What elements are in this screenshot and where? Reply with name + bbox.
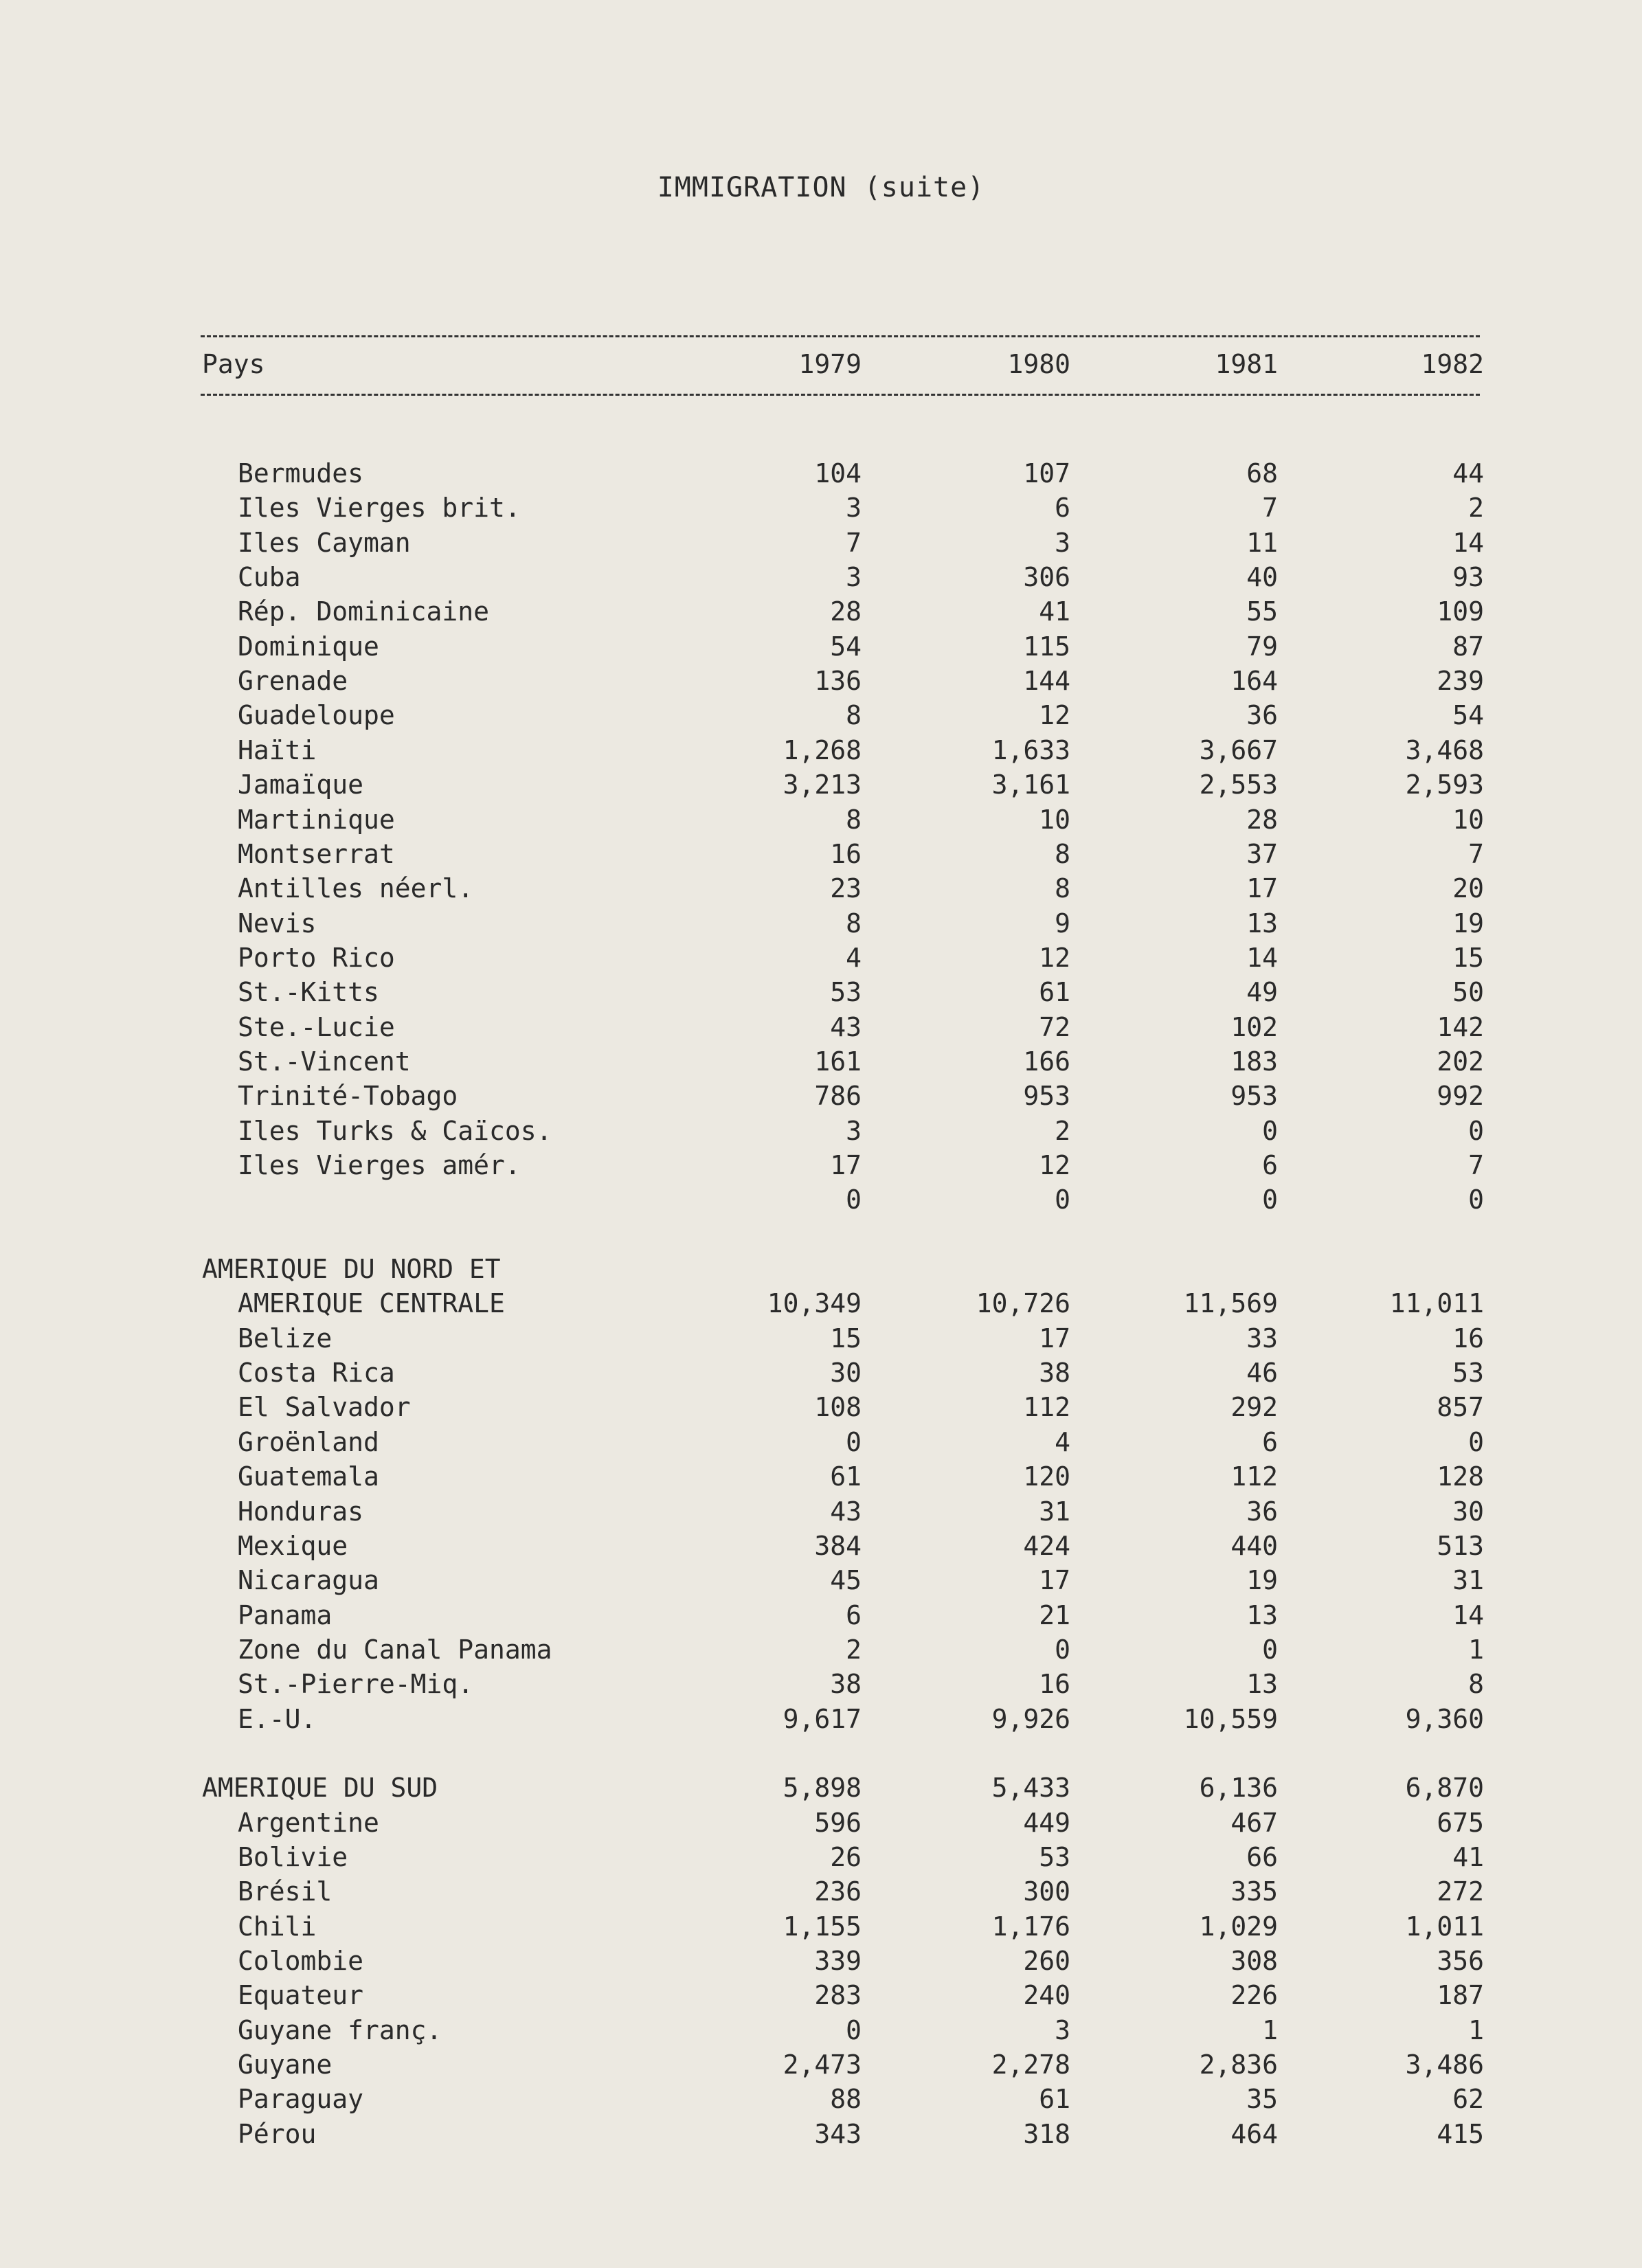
header-top-rule <box>201 335 1480 337</box>
value-cell: 10 <box>1452 805 1484 835</box>
value-cell: 0 <box>1262 1635 1278 1665</box>
value-cell: 1,029 <box>1199 1911 1278 1942</box>
value-cell: 7 <box>1468 1150 1484 1180</box>
value-cell: 8 <box>846 908 862 939</box>
value-cell: 10,726 <box>976 1288 1070 1318</box>
value-cell: 9 <box>1055 908 1070 939</box>
value-cell: 19 <box>1246 1565 1278 1595</box>
header-1981: 1981 <box>1215 349 1278 379</box>
table-row <box>0 1425 1642 1459</box>
value-cell: 9,617 <box>783 1704 862 1734</box>
country-name: Dominique <box>238 631 379 662</box>
value-cell: 0 <box>1262 1116 1278 1146</box>
country-name: Iles Turks & Caïcos. <box>238 1116 552 1146</box>
country-name: Iles Vierges amér. <box>238 1150 521 1180</box>
header-bottom-rule <box>201 394 1480 396</box>
value-cell: 53 <box>1452 1358 1484 1388</box>
table-row <box>0 941 1642 975</box>
value-cell: 857 <box>1437 1392 1484 1422</box>
country-name: Costa Rica <box>238 1358 395 1388</box>
table-row <box>0 1079 1642 1113</box>
value-cell: 14 <box>1452 528 1484 558</box>
country-name: Honduras <box>238 1496 364 1527</box>
country-name: St.-Vincent <box>238 1046 411 1077</box>
value-cell: 0 <box>1262 1184 1278 1215</box>
table-row <box>0 1321 1642 1356</box>
value-cell: 464 <box>1230 2119 1278 2149</box>
value-cell: 953 <box>1230 1081 1278 1111</box>
value-cell: 19 <box>1452 908 1484 939</box>
value-cell: 0 <box>846 2015 862 2045</box>
country-name: Jamaïque <box>238 770 364 800</box>
value-cell: 128 <box>1437 1461 1484 1492</box>
value-cell: 424 <box>1023 1531 1070 1561</box>
value-cell: 35 <box>1246 2084 1278 2114</box>
value-cell: 40 <box>1246 562 1278 592</box>
value-cell: 992 <box>1437 1081 1484 1111</box>
value-cell: 2,278 <box>991 2050 1070 2080</box>
value-cell: 36 <box>1246 1496 1278 1527</box>
value-cell: 14 <box>1452 1600 1484 1630</box>
value-cell: 4 <box>1055 1427 1070 1457</box>
value-cell: 1,633 <box>991 735 1070 765</box>
value-cell: 13 <box>1246 908 1278 939</box>
country-name: Iles Vierges brit. <box>238 493 521 523</box>
value-cell: 3,667 <box>1199 735 1278 765</box>
value-cell: 12 <box>1039 1150 1070 1180</box>
country-name: Brésil <box>238 1876 333 1907</box>
value-cell: 3 <box>846 562 862 592</box>
table-row <box>0 1874 1642 1909</box>
table-row <box>0 767 1642 802</box>
value-cell: 28 <box>830 596 862 627</box>
country-name: Guadeloupe <box>238 700 395 730</box>
table-row <box>0 456 1642 491</box>
value-cell: 31 <box>1452 1565 1484 1595</box>
table-row <box>0 2047 1642 2082</box>
table-row <box>0 871 1642 906</box>
page-title: IMMIGRATION (suite) <box>657 172 985 203</box>
country-name: AMERIQUE CENTRALE <box>238 1288 505 1318</box>
value-cell: 183 <box>1230 1046 1278 1077</box>
country-name: Grenade <box>238 666 348 696</box>
value-cell: 61 <box>830 1461 862 1492</box>
table-row <box>0 1771 1642 1805</box>
table-row <box>0 1529 1642 1563</box>
value-cell: 120 <box>1023 1461 1070 1492</box>
country-name: Martinique <box>238 805 395 835</box>
country-name: Cuba <box>238 562 301 592</box>
value-cell: 12 <box>1039 943 1070 973</box>
value-cell: 26 <box>830 1842 862 1872</box>
value-cell: 79 <box>1246 631 1278 662</box>
country-name: Zone du Canal Panama <box>238 1635 552 1665</box>
value-cell: 5,433 <box>991 1773 1070 1803</box>
table-row <box>0 1148 1642 1182</box>
value-cell: 5,898 <box>783 1773 862 1803</box>
value-cell: 93 <box>1452 562 1484 592</box>
country-name: Guyane <box>238 2050 333 2080</box>
value-cell: 112 <box>1230 1461 1278 1492</box>
value-cell: 2 <box>846 1635 862 1665</box>
value-cell: 187 <box>1437 1980 1484 2010</box>
value-cell: 0 <box>1468 1116 1484 1146</box>
value-cell: 3 <box>846 493 862 523</box>
table-row <box>0 1252 1642 1286</box>
value-cell: 1,011 <box>1405 1911 1484 1942</box>
value-cell: 318 <box>1023 2119 1070 2149</box>
table-row <box>0 1217 1642 1252</box>
country-name: Paraguay <box>238 2084 364 2114</box>
country-name: Bolivie <box>238 1842 348 1872</box>
value-cell: 33 <box>1246 1323 1278 1354</box>
value-cell: 0 <box>1055 1635 1070 1665</box>
value-cell: 9,360 <box>1405 1704 1484 1734</box>
value-cell: 50 <box>1452 977 1484 1007</box>
value-cell: 11 <box>1246 528 1278 558</box>
value-cell: 292 <box>1230 1392 1278 1422</box>
value-cell: 31 <box>1039 1496 1070 1527</box>
value-cell: 343 <box>814 2119 862 2149</box>
table-row <box>0 733 1642 767</box>
value-cell: 449 <box>1023 1808 1070 1838</box>
value-cell: 2 <box>1055 1116 1070 1146</box>
country-name: Antilles néerl. <box>238 873 474 903</box>
value-cell: 6 <box>1262 1427 1278 1457</box>
value-cell: 17 <box>1039 1323 1070 1354</box>
country-name: E.-U. <box>238 1704 317 1734</box>
country-name: El Salvador <box>238 1392 411 1422</box>
value-cell: 14 <box>1246 943 1278 973</box>
country-name: Groënland <box>238 1427 379 1457</box>
table-row <box>0 1286 1642 1321</box>
value-cell: 308 <box>1230 1946 1278 1976</box>
table-row <box>0 1010 1642 1044</box>
value-cell: 38 <box>830 1669 862 1699</box>
table-row <box>0 1702 1642 1736</box>
table-row <box>0 526 1642 560</box>
table-row <box>0 1044 1642 1079</box>
table-row <box>0 1632 1642 1667</box>
value-cell: 17 <box>1246 873 1278 903</box>
country-name: AMERIQUE DU SUD <box>202 1773 438 1803</box>
value-cell: 239 <box>1437 666 1484 696</box>
country-name: Haïti <box>238 735 317 765</box>
value-cell: 87 <box>1452 631 1484 662</box>
value-cell: 62 <box>1452 2084 1484 2114</box>
country-name: Belize <box>238 1323 333 1354</box>
country-name: Bermudes <box>238 458 364 489</box>
value-cell: 30 <box>1452 1496 1484 1527</box>
value-cell: 1 <box>1262 2015 1278 2045</box>
value-cell: 136 <box>814 666 862 696</box>
table-row <box>0 629 1642 664</box>
country-name: Chili <box>238 1911 317 1942</box>
header-country: Pays <box>202 349 265 379</box>
value-cell: 16 <box>1452 1323 1484 1354</box>
table-row <box>0 1909 1642 1944</box>
value-cell: 115 <box>1023 631 1070 662</box>
table-row <box>0 802 1642 837</box>
value-cell: 55 <box>1246 596 1278 627</box>
value-cell: 2,836 <box>1199 2050 1278 2080</box>
value-cell: 236 <box>814 1876 862 1907</box>
value-cell: 7 <box>846 528 862 558</box>
country-name: Montserrat <box>238 839 395 869</box>
country-name: Nevis <box>238 908 317 939</box>
value-cell: 6 <box>1055 493 1070 523</box>
value-cell: 3,468 <box>1405 735 1484 765</box>
table-row <box>0 2013 1642 2047</box>
country-name: St.-Pierre-Miq. <box>238 1669 474 1699</box>
country-name: Pérou <box>238 2119 317 2149</box>
table-row <box>0 560 1642 594</box>
value-cell: 8 <box>1055 839 1070 869</box>
value-cell: 6 <box>1262 1150 1278 1180</box>
value-cell: 36 <box>1246 700 1278 730</box>
value-cell: 16 <box>830 839 862 869</box>
value-cell: 0 <box>1468 1184 1484 1215</box>
value-cell: 16 <box>1039 1669 1070 1699</box>
table-row <box>0 975 1642 1009</box>
header-1982: 1982 <box>1421 349 1484 379</box>
value-cell: 17 <box>1039 1565 1070 1595</box>
value-cell: 300 <box>1023 1876 1070 1907</box>
value-cell: 513 <box>1437 1531 1484 1561</box>
value-cell: 8 <box>1055 873 1070 903</box>
table-row <box>0 906 1642 941</box>
value-cell: 1 <box>1468 1635 1484 1665</box>
country-name: Argentine <box>238 1808 379 1838</box>
value-cell: 1,176 <box>991 1911 1070 1942</box>
header-1980: 1980 <box>1007 349 1070 379</box>
country-name: Colombie <box>238 1946 364 1976</box>
value-cell: 44 <box>1452 458 1484 489</box>
value-cell: 46 <box>1246 1358 1278 1388</box>
value-cell: 107 <box>1023 458 1070 489</box>
value-cell: 12 <box>1039 700 1070 730</box>
value-cell: 104 <box>814 458 862 489</box>
value-cell: 102 <box>1230 1012 1278 1042</box>
value-cell: 166 <box>1023 1046 1070 1077</box>
value-cell: 3 <box>846 1116 862 1146</box>
value-cell: 283 <box>814 1980 862 2010</box>
value-cell: 1 <box>1468 2015 1484 2045</box>
table-row <box>0 1806 1642 1840</box>
value-cell: 54 <box>1452 700 1484 730</box>
value-cell: 3 <box>1055 528 1070 558</box>
country-name: Equateur <box>238 1980 364 2010</box>
value-cell: 0 <box>1468 1427 1484 1457</box>
value-cell: 88 <box>830 2084 862 2114</box>
table-row <box>0 1494 1642 1529</box>
value-cell: 10,559 <box>1183 1704 1278 1734</box>
table-row <box>0 1563 1642 1597</box>
country-name: Rép. Dominicaine <box>238 596 490 627</box>
value-cell: 54 <box>830 631 862 662</box>
table-row <box>0 1667 1642 1701</box>
value-cell: 2,473 <box>783 2050 862 2080</box>
value-cell: 28 <box>1246 805 1278 835</box>
value-cell: 10 <box>1039 805 1070 835</box>
country-name: Ste.-Lucie <box>238 1012 395 1042</box>
table-row <box>0 1182 1642 1217</box>
table-row <box>0 837 1642 871</box>
value-cell: 415 <box>1437 2119 1484 2149</box>
value-cell: 15 <box>1452 943 1484 973</box>
table-row <box>0 1390 1642 1424</box>
value-cell: 335 <box>1230 1876 1278 1907</box>
value-cell: 675 <box>1437 1808 1484 1838</box>
value-cell: 108 <box>814 1392 862 1422</box>
value-cell: 53 <box>830 977 862 1007</box>
value-cell: 49 <box>1246 977 1278 1007</box>
table-row <box>0 698 1642 732</box>
table-row <box>0 491 1642 525</box>
value-cell: 20 <box>1452 873 1484 903</box>
table-row <box>0 2117 1642 2151</box>
value-cell: 11,569 <box>1183 1288 1278 1318</box>
value-cell: 43 <box>830 1012 862 1042</box>
value-cell: 43 <box>830 1496 862 1527</box>
country-name: AMERIQUE DU NORD ET <box>202 1254 501 1284</box>
table-row <box>0 1944 1642 1978</box>
value-cell: 23 <box>830 873 862 903</box>
value-cell: 38 <box>1039 1358 1070 1388</box>
value-cell: 596 <box>814 1808 862 1838</box>
value-cell: 30 <box>830 1358 862 1388</box>
country-name: Iles Cayman <box>238 528 411 558</box>
value-cell: 2,553 <box>1199 770 1278 800</box>
value-cell: 21 <box>1039 1600 1070 1630</box>
value-cell: 339 <box>814 1946 862 1976</box>
country-name: Mexique <box>238 1531 348 1561</box>
value-cell: 7 <box>1262 493 1278 523</box>
value-cell: 3,161 <box>991 770 1070 800</box>
table-row <box>0 664 1642 698</box>
table-row <box>0 2082 1642 2116</box>
value-cell: 13 <box>1246 1600 1278 1630</box>
value-cell: 1,268 <box>783 735 862 765</box>
value-cell: 61 <box>1039 977 1070 1007</box>
value-cell: 53 <box>1039 1842 1070 1872</box>
value-cell: 2 <box>1468 493 1484 523</box>
value-cell: 0 <box>846 1184 862 1215</box>
value-cell: 161 <box>814 1046 862 1077</box>
value-cell: 6,870 <box>1405 1773 1484 1803</box>
value-cell: 0 <box>1055 1184 1070 1215</box>
value-cell: 953 <box>1023 1081 1070 1111</box>
value-cell: 45 <box>830 1565 862 1595</box>
value-cell: 306 <box>1023 562 1070 592</box>
table-header <box>0 349 1642 383</box>
value-cell: 66 <box>1246 1842 1278 1872</box>
country-name: Panama <box>238 1600 333 1630</box>
value-cell: 41 <box>1039 596 1070 627</box>
value-cell: 17 <box>830 1150 862 1180</box>
value-cell: 272 <box>1437 1876 1484 1907</box>
value-cell: 15 <box>830 1323 862 1354</box>
value-cell: 3,213 <box>783 770 862 800</box>
value-cell: 109 <box>1437 596 1484 627</box>
value-cell: 786 <box>814 1081 862 1111</box>
value-cell: 3 <box>1055 2015 1070 2045</box>
value-cell: 13 <box>1246 1669 1278 1699</box>
header-1979: 1979 <box>798 349 862 379</box>
value-cell: 37 <box>1246 839 1278 869</box>
value-cell: 144 <box>1023 666 1070 696</box>
value-cell: 8 <box>846 700 862 730</box>
table-row <box>0 1840 1642 1874</box>
value-cell: 7 <box>1468 839 1484 869</box>
value-cell: 4 <box>846 943 862 973</box>
country-name: Porto Rico <box>238 943 395 973</box>
value-cell: 384 <box>814 1531 862 1561</box>
table-row <box>0 1356 1642 1390</box>
value-cell: 356 <box>1437 1946 1484 1976</box>
value-cell: 240 <box>1023 1980 1070 2010</box>
value-cell: 0 <box>846 1427 862 1457</box>
value-cell: 202 <box>1437 1046 1484 1077</box>
table-row <box>0 594 1642 629</box>
value-cell: 112 <box>1023 1392 1070 1422</box>
value-cell: 142 <box>1437 1012 1484 1042</box>
value-cell: 2,593 <box>1405 770 1484 800</box>
value-cell: 8 <box>1468 1669 1484 1699</box>
value-cell: 9,926 <box>991 1704 1070 1734</box>
table-row <box>0 1736 1642 1771</box>
country-name: St.-Kitts <box>238 977 379 1007</box>
value-cell: 1,155 <box>783 1911 862 1942</box>
value-cell: 10,349 <box>767 1288 862 1318</box>
country-name: Guatemala <box>238 1461 379 1492</box>
table-row <box>0 1114 1642 1148</box>
value-cell: 164 <box>1230 666 1278 696</box>
value-cell: 6 <box>846 1600 862 1630</box>
value-cell: 6,136 <box>1199 1773 1278 1803</box>
value-cell: 467 <box>1230 1808 1278 1838</box>
value-cell: 440 <box>1230 1531 1278 1561</box>
value-cell: 3,486 <box>1405 2050 1484 2080</box>
value-cell: 61 <box>1039 2084 1070 2114</box>
value-cell: 11,011 <box>1389 1288 1484 1318</box>
table-row <box>0 1459 1642 1494</box>
table-row <box>0 1978 1642 2012</box>
value-cell: 8 <box>846 805 862 835</box>
country-name: Guyane franç. <box>238 2015 442 2045</box>
country-name: Trinité-Tobago <box>238 1081 458 1111</box>
value-cell: 41 <box>1452 1842 1484 1872</box>
value-cell: 72 <box>1039 1012 1070 1042</box>
value-cell: 260 <box>1023 1946 1070 1976</box>
country-name: Nicaragua <box>238 1565 379 1595</box>
value-cell: 226 <box>1230 1980 1278 2010</box>
table-row <box>0 1598 1642 1632</box>
value-cell: 68 <box>1246 458 1278 489</box>
